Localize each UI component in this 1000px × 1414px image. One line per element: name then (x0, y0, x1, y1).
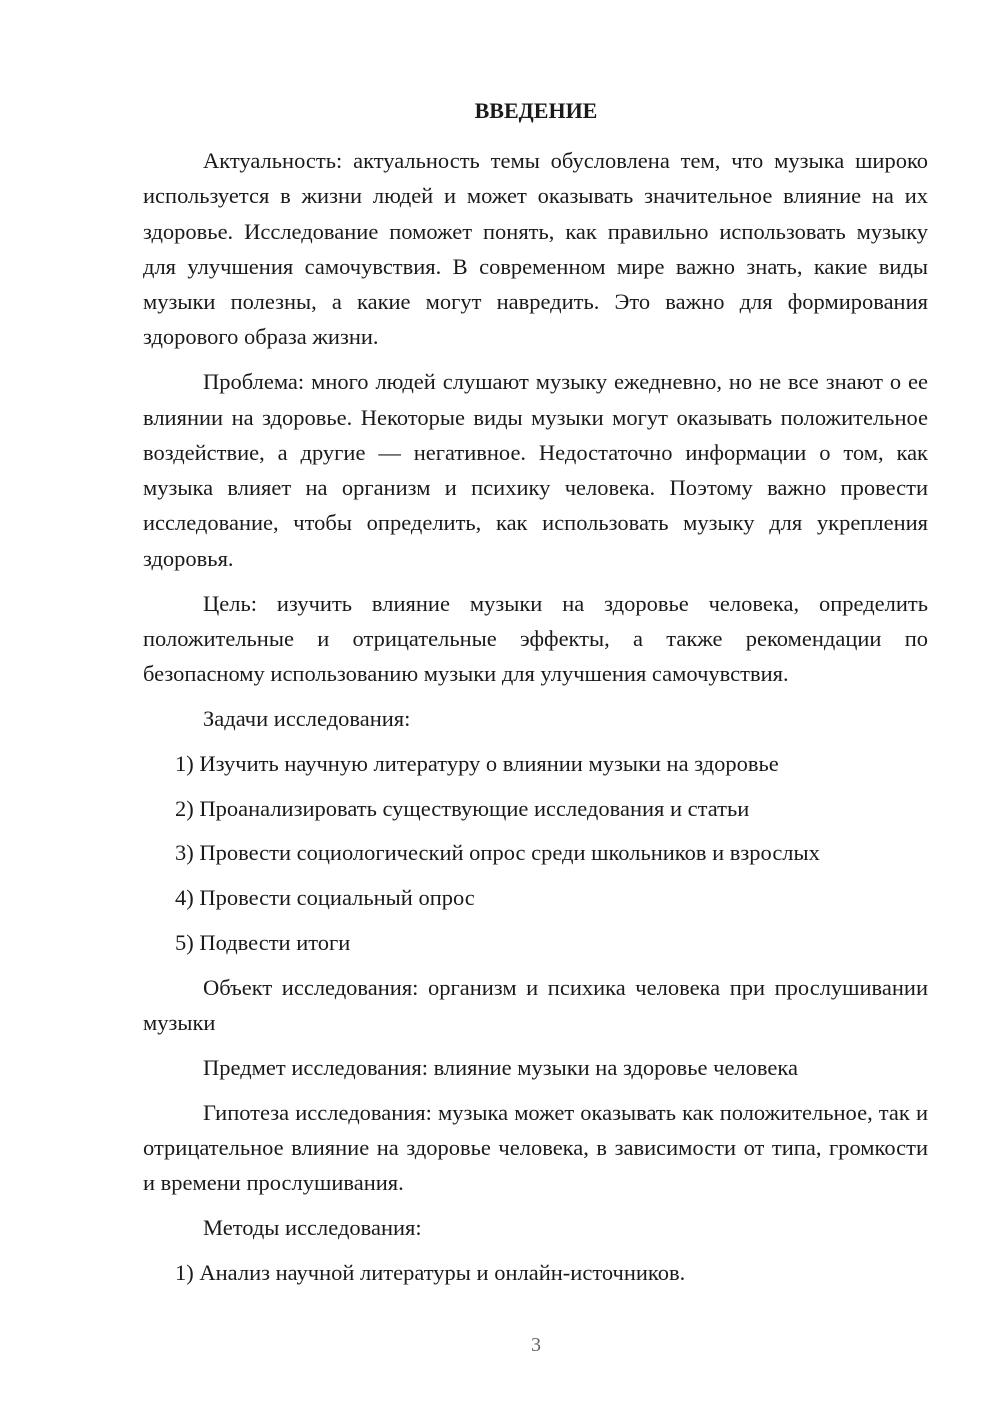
paragraph-object: Объект исследования: организм и психика человека при прослушивании музыки (143, 974, 928, 1036)
page-title: ВВЕДЕНИЕ (474, 98, 598, 123)
methods-heading: Методы исследования: (203, 1215, 422, 1241)
task-item: 3) Провести социологический опрос среди школьников и взрослых (175, 840, 820, 866)
task-item: 5) Подвести итоги (175, 929, 351, 955)
task-item: 4) Провести социальный опрос (175, 885, 475, 911)
paragraph-relevance: Актуальность: актуальность темы обусловлена тем, что музыка широко используется в жизни людей и может оказывать значительное влияние на их здоровье. Исследование поможет понять, как правильно использовать музыку для улучшения самочувствия. В современном мире важно знать, какие виды музыки полезны, а какие могут навредить. Это важно для формирования здорового образа жизни. (143, 148, 928, 350)
document-body (143, 143, 928, 1300)
method-item: 1) Анализ научной литературы и онлайн-источников. (175, 1259, 686, 1285)
task-item: 1) Изучить научную литературу о влиянии музыки на здоровье (175, 750, 779, 776)
paragraph-goal: Цель: изучить влияние музыки на здоровье человека, определить положительные и отрицательные эффекты, а также рекомендации по безопасному использованию музыки для улучшения самочувствия. (143, 590, 928, 687)
page-number: 3 (531, 1334, 541, 1356)
task-item: 2) Проанализировать существующие исследования и статьи (175, 795, 750, 821)
paragraph-subject: Предмет исследования: влияние музыки на здоровье человека (203, 1054, 798, 1080)
paragraph-hypothesis: Гипотеза исследования: музыка может оказывать как положительное, так и отрицательное влияние на здоровье человека, в зависимости от типа, громкости и времени прослушивания. (143, 1099, 928, 1196)
tasks-heading: Задачи исследования: (203, 705, 411, 731)
paragraph-problem: Проблема: много людей слушают музыку ежедневно, но не все знают о ее влиянии на здоровье. Некоторые виды музыки могут оказывать положительное воздействие, а другие — негативное. Недостаточно информации о том, как музыка влияет на организм и психику человека. Поэтому важно провести исследование, чтобы определить, как использовать музыку для укрепления здоровья. (143, 369, 928, 571)
